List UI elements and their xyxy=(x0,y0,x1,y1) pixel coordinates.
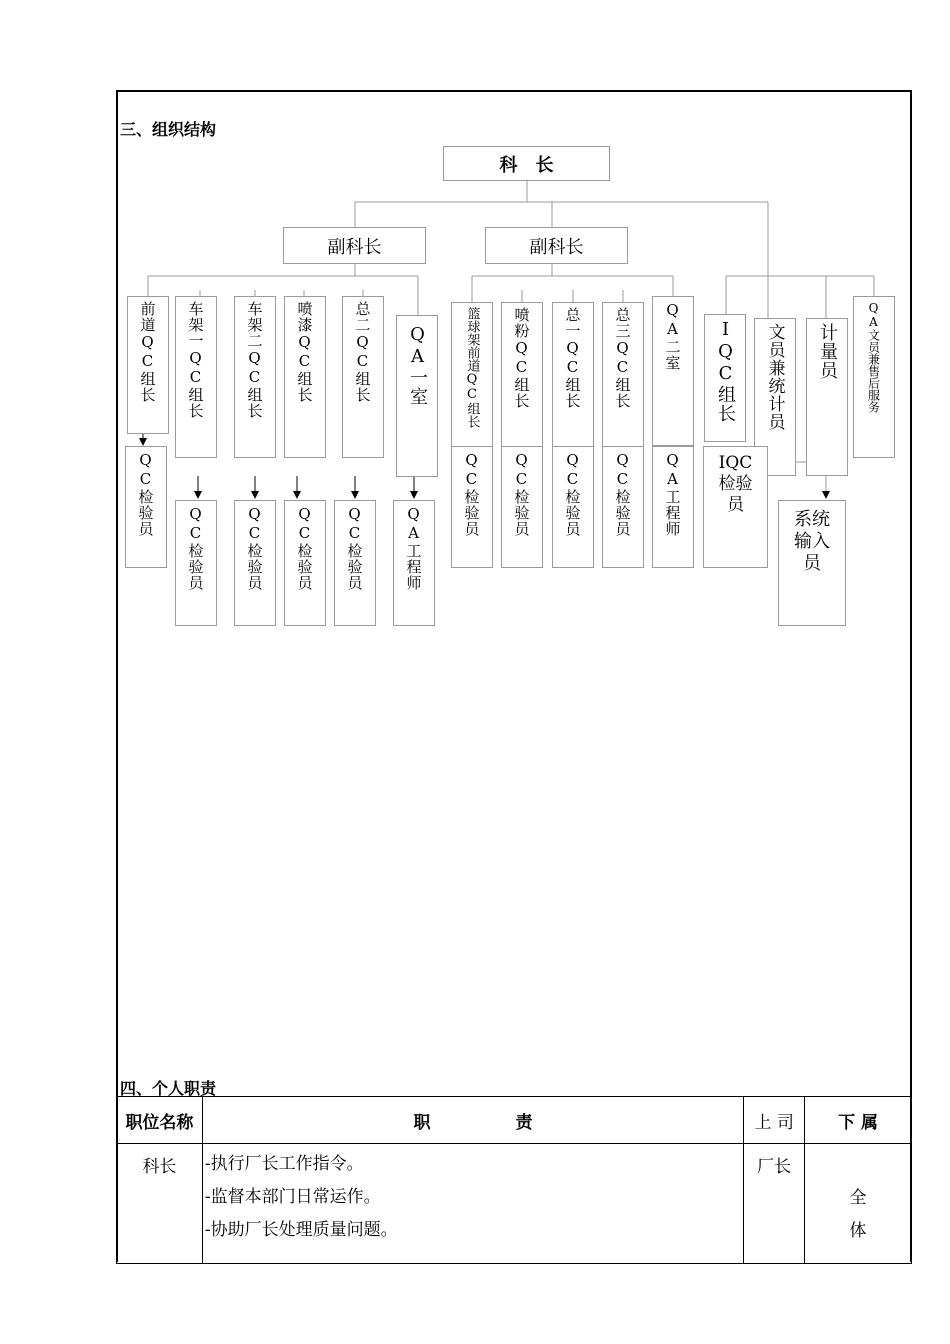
leader-paint-qc-label: 喷漆QC组长 xyxy=(295,301,314,403)
deputy-left-label: 副科长 xyxy=(327,236,382,258)
staff-paint-qc-inspector-label: QC检验员 xyxy=(295,505,314,591)
duty-item: -协助厂长处理质量问题。 xyxy=(204,1220,398,1240)
deputy-right-label: 副科长 xyxy=(529,236,584,258)
staff-front-qc-inspector-label: QC检验员 xyxy=(136,451,155,537)
row-duties xyxy=(202,1144,743,1264)
staff-assembly1-qc-inspector xyxy=(552,446,594,568)
header-superior: 上 司 xyxy=(744,1097,805,1144)
staff-assembly3-qc-inspector xyxy=(602,446,644,568)
staff-system-input-label: 系统输入员 xyxy=(794,509,830,574)
leader-assembly3-qc-label: 总三QC组长 xyxy=(613,307,632,409)
leader-qa-room1-label: QA一室 xyxy=(407,324,428,406)
header-position: 职位名称 xyxy=(117,1097,203,1144)
staff-qa1-engineer xyxy=(393,500,435,626)
deputy-right-box xyxy=(485,227,628,264)
staff-system-input xyxy=(778,500,846,626)
leader-powder-qc xyxy=(501,302,543,447)
chief-label: 科 长 xyxy=(499,154,554,176)
leader-front-qc xyxy=(127,296,169,434)
staff-assembly2-qc-inspector-label: QC检验员 xyxy=(345,505,364,591)
leader-assembly1-qc-label: 总一QC组长 xyxy=(563,307,582,409)
staff-qa1-engineer-label: QA工程师 xyxy=(404,505,423,591)
leader-basket-front-qc xyxy=(451,302,493,447)
leader-frame1-qc xyxy=(175,296,217,458)
leader-front-qc-label: 前道QC组长 xyxy=(138,301,157,403)
staff-powder-qc-inspector-label: QC检验员 xyxy=(512,451,531,537)
staff-frame1-qc-inspector-label: QC检验员 xyxy=(186,505,205,591)
staff-paint-qc-inspector xyxy=(284,500,326,626)
subordinate-char-2: 体 xyxy=(849,1221,867,1241)
leader-assembly1-qc xyxy=(552,302,594,447)
row-superior: 厂长 xyxy=(744,1144,805,1264)
staff-assembly2-qc-inspector xyxy=(334,500,376,626)
deputy-left-box xyxy=(283,227,426,264)
staff-basket-qc-inspector xyxy=(451,446,493,568)
row-subordinate xyxy=(805,1144,912,1264)
leader-frame2-qc-label: 车架二QC组长 xyxy=(245,301,264,419)
leader-iqc xyxy=(704,314,746,442)
leader-qa-room2 xyxy=(652,296,694,446)
duty-item: -监督本部门日常运作。 xyxy=(204,1187,381,1207)
duties-table xyxy=(116,1096,912,1264)
table-row xyxy=(117,1144,912,1264)
duty-item: -执行厂长工作指令。 xyxy=(204,1154,364,1174)
header-subordinate: 下 属 xyxy=(805,1097,912,1144)
clerk-stats-label: 文员兼统计员 xyxy=(764,323,785,431)
row-position: 科长 xyxy=(117,1144,203,1264)
staff-qa2-engineer-label: QA工程师 xyxy=(663,451,682,537)
staff-qa2-engineer xyxy=(652,446,694,568)
metrology-label: 计量员 xyxy=(817,323,838,380)
metrology-box xyxy=(806,318,848,476)
duties-header-row xyxy=(117,1097,912,1144)
section-title-org: 三、组织结构 xyxy=(120,120,217,139)
chief-box xyxy=(443,146,610,181)
staff-assembly3-qc-inspector-label: QC检验员 xyxy=(613,451,632,537)
leader-iqc-label: IQC组长 xyxy=(715,319,736,423)
leader-frame2-qc xyxy=(234,296,276,458)
subordinate-char-1: 全 xyxy=(849,1188,867,1208)
leader-qa-room1 xyxy=(396,315,438,477)
leader-qa-room2-label: QA二室 xyxy=(663,301,682,371)
staff-frame2-qc-inspector xyxy=(234,500,276,626)
leader-paint-qc xyxy=(284,296,326,458)
staff-front-qc-inspector xyxy=(125,446,167,568)
qa-clerk-service-label: QA文员兼售后服务 xyxy=(866,301,881,413)
staff-iqc-inspector-label: IQC检验员 xyxy=(718,453,753,515)
leader-assembly3-qc xyxy=(602,302,644,447)
staff-frame2-qc-inspector-label: QC检验员 xyxy=(245,505,264,591)
staff-frame1-qc-inspector xyxy=(175,500,217,626)
header-duties: 职 责 xyxy=(202,1097,743,1144)
staff-assembly1-qc-inspector-label: QC检验员 xyxy=(563,451,582,537)
staff-basket-qc-inspector-label: QC检验员 xyxy=(462,451,481,537)
leader-assembly2-qc-label: 总二QC组长 xyxy=(353,301,372,403)
leader-powder-qc-label: 喷粉QC组长 xyxy=(512,307,531,409)
leader-frame1-qc-label: 车架一QC组长 xyxy=(186,301,205,419)
staff-iqc-inspector xyxy=(703,446,768,568)
staff-powder-qc-inspector xyxy=(501,446,543,568)
section-title-duties: 四、个人职责 xyxy=(120,1079,217,1098)
leader-assembly2-qc xyxy=(342,296,384,458)
qa-clerk-service-box xyxy=(853,296,895,458)
leader-basket-front-qc-label: 篮球架前道QC组长 xyxy=(464,307,480,428)
